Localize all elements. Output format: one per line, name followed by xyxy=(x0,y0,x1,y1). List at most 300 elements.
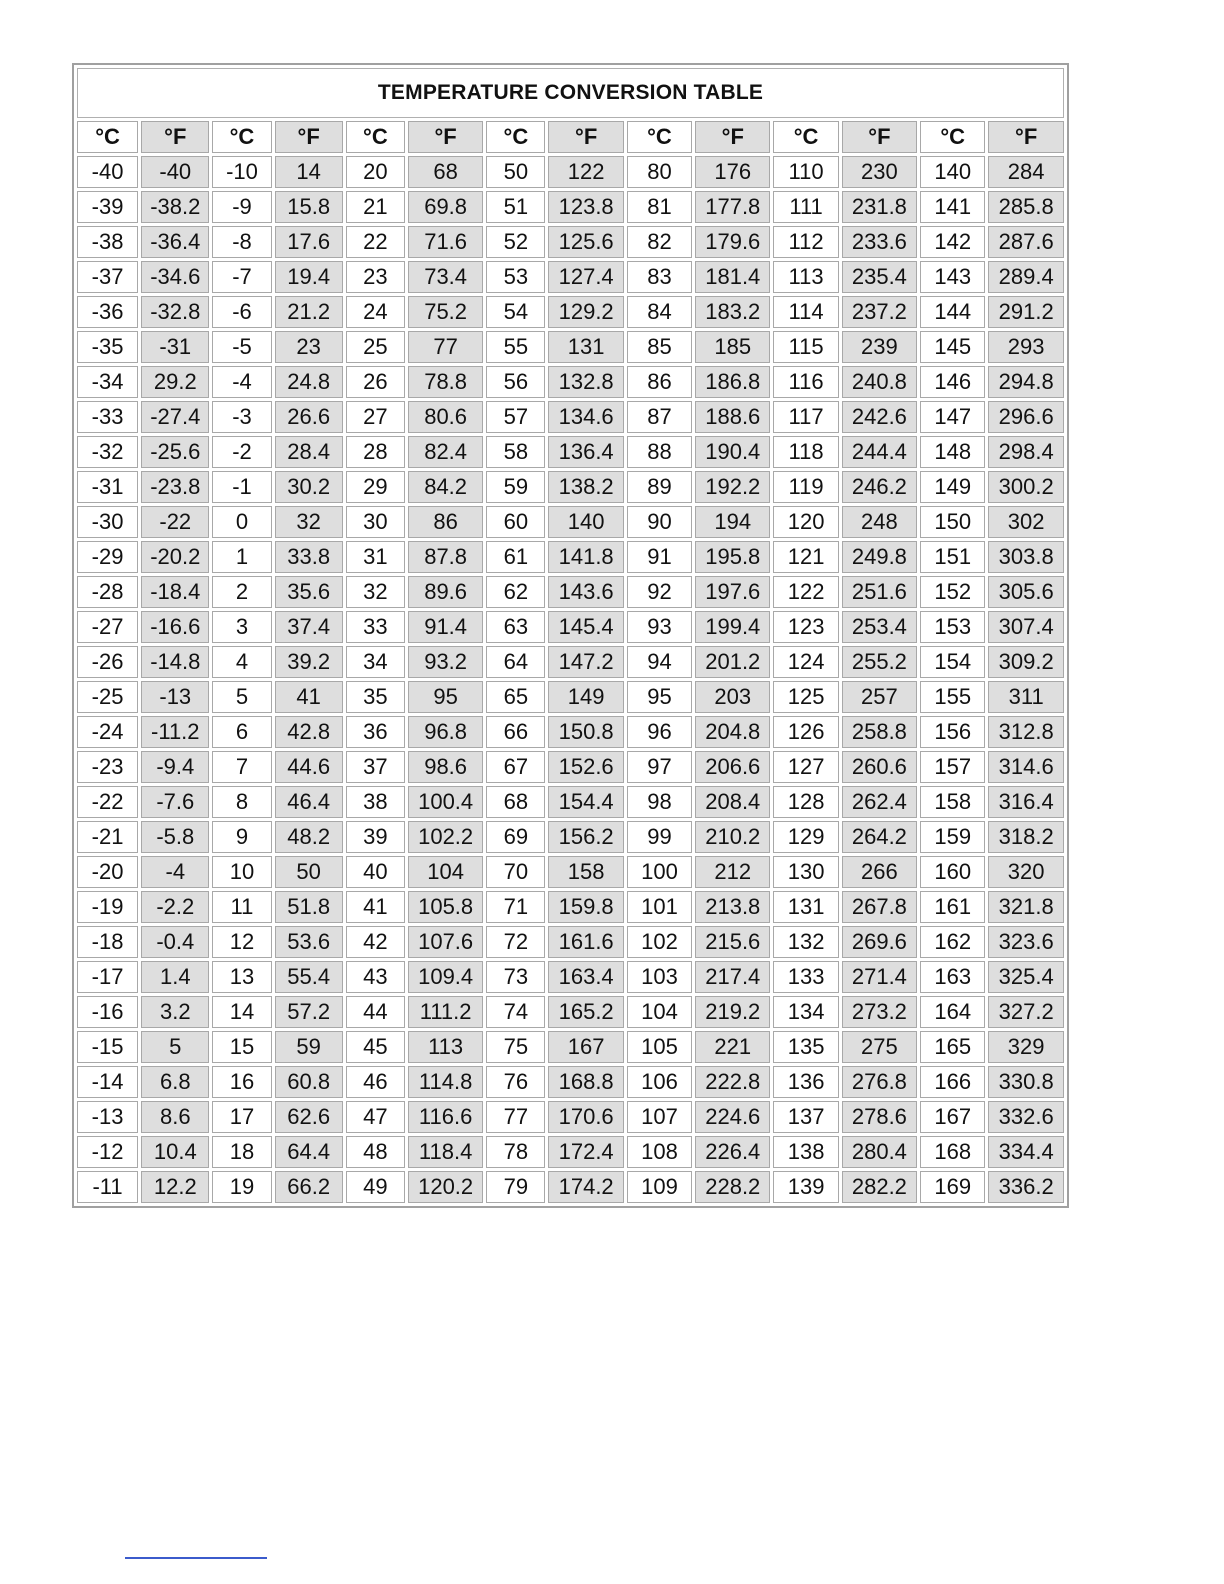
fahrenheit-cell: 8.6 xyxy=(141,1101,209,1133)
fahrenheit-cell: 118.4 xyxy=(408,1136,483,1168)
fahrenheit-cell: 294.8 xyxy=(988,366,1064,398)
fahrenheit-cell: 329 xyxy=(988,1031,1064,1063)
celsius-cell: 104 xyxy=(627,996,692,1028)
fahrenheit-cell: 37.4 xyxy=(275,611,343,643)
fahrenheit-cell: 278.6 xyxy=(842,1101,917,1133)
celsius-cell: -6 xyxy=(212,296,271,328)
table-row xyxy=(77,436,1064,468)
celsius-cell: -29 xyxy=(77,541,138,573)
celsius-cell: -34 xyxy=(77,366,138,398)
fahrenheit-cell: 109.4 xyxy=(408,961,483,993)
fahrenheit-cell: 15.8 xyxy=(275,191,343,223)
celsius-column-header: °C xyxy=(627,121,692,153)
celsius-column-header: °C xyxy=(920,121,985,153)
fahrenheit-cell: 183.2 xyxy=(695,296,770,328)
fahrenheit-cell: 1.4 xyxy=(141,961,209,993)
celsius-cell: -33 xyxy=(77,401,138,433)
fahrenheit-cell: 159.8 xyxy=(548,891,623,923)
celsius-cell: 43 xyxy=(346,961,405,993)
celsius-cell: 134 xyxy=(773,996,838,1028)
celsius-cell: 150 xyxy=(920,506,985,538)
celsius-cell: 161 xyxy=(920,891,985,923)
fahrenheit-cell: 282.2 xyxy=(842,1171,917,1203)
fahrenheit-column-header: °F xyxy=(842,121,917,153)
fahrenheit-cell: 95 xyxy=(408,681,483,713)
column-header-row xyxy=(77,121,1064,153)
fahrenheit-cell: 123.8 xyxy=(548,191,623,223)
table-title: TEMPERATURE CONVERSION TABLE xyxy=(77,68,1064,118)
fahrenheit-cell: 291.2 xyxy=(988,296,1064,328)
fahrenheit-cell: -4 xyxy=(141,856,209,888)
fahrenheit-cell: 293 xyxy=(988,331,1064,363)
fahrenheit-cell: 276.8 xyxy=(842,1066,917,1098)
fahrenheit-cell: 262.4 xyxy=(842,786,917,818)
celsius-cell: -23 xyxy=(77,751,138,783)
celsius-column-header: °C xyxy=(486,121,545,153)
fahrenheit-cell: 197.6 xyxy=(695,576,770,608)
celsius-cell: 120 xyxy=(773,506,838,538)
fahrenheit-cell: 188.6 xyxy=(695,401,770,433)
fahrenheit-cell: 158 xyxy=(548,856,623,888)
fahrenheit-column-header: °F xyxy=(275,121,343,153)
fahrenheit-cell: 212 xyxy=(695,856,770,888)
celsius-cell: 54 xyxy=(486,296,545,328)
fahrenheit-cell: 84.2 xyxy=(408,471,483,503)
celsius-cell: 138 xyxy=(773,1136,838,1168)
celsius-cell: 119 xyxy=(773,471,838,503)
celsius-cell: -17 xyxy=(77,961,138,993)
fahrenheit-cell: 172.4 xyxy=(548,1136,623,1168)
fahrenheit-cell: 264.2 xyxy=(842,821,917,853)
celsius-cell: 62 xyxy=(486,576,545,608)
celsius-cell: 112 xyxy=(773,226,838,258)
celsius-cell: 39 xyxy=(346,821,405,853)
fahrenheit-cell: 300.2 xyxy=(988,471,1064,503)
celsius-cell: 127 xyxy=(773,751,838,783)
fahrenheit-cell: 55.4 xyxy=(275,961,343,993)
fahrenheit-cell: 165.2 xyxy=(548,996,623,1028)
fahrenheit-cell: 287.6 xyxy=(988,226,1064,258)
celsius-cell: 21 xyxy=(346,191,405,223)
fahrenheit-cell: 26.6 xyxy=(275,401,343,433)
celsius-cell: 169 xyxy=(920,1171,985,1203)
fahrenheit-cell: 28.4 xyxy=(275,436,343,468)
fahrenheit-cell: -23.8 xyxy=(141,471,209,503)
celsius-cell: -28 xyxy=(77,576,138,608)
fahrenheit-cell: 82.4 xyxy=(408,436,483,468)
fahrenheit-cell: 78.8 xyxy=(408,366,483,398)
table-row xyxy=(77,1136,1064,1168)
fahrenheit-cell: 29.2 xyxy=(141,366,209,398)
fahrenheit-cell: 66.2 xyxy=(275,1171,343,1203)
celsius-cell: 32 xyxy=(346,576,405,608)
celsius-cell: 35 xyxy=(346,681,405,713)
fahrenheit-cell: 271.4 xyxy=(842,961,917,993)
celsius-cell: 80 xyxy=(627,156,692,188)
fahrenheit-cell: 266 xyxy=(842,856,917,888)
fahrenheit-cell: 163.4 xyxy=(548,961,623,993)
celsius-cell: 76 xyxy=(486,1066,545,1098)
celsius-cell: -7 xyxy=(212,261,271,293)
fahrenheit-cell: 334.4 xyxy=(988,1136,1064,1168)
celsius-cell: 90 xyxy=(627,506,692,538)
celsius-cell: 164 xyxy=(920,996,985,1028)
celsius-cell: 166 xyxy=(920,1066,985,1098)
fahrenheit-cell: 98.6 xyxy=(408,751,483,783)
celsius-cell: 40 xyxy=(346,856,405,888)
fahrenheit-cell: 168.8 xyxy=(548,1066,623,1098)
celsius-cell: -38 xyxy=(77,226,138,258)
celsius-cell: 125 xyxy=(773,681,838,713)
celsius-cell: -40 xyxy=(77,156,138,188)
celsius-column-header: °C xyxy=(212,121,271,153)
table-row xyxy=(77,156,1064,188)
fahrenheit-cell: 307.4 xyxy=(988,611,1064,643)
fahrenheit-column-header: °F xyxy=(695,121,770,153)
fahrenheit-cell: 230 xyxy=(842,156,917,188)
fahrenheit-cell: 134.6 xyxy=(548,401,623,433)
fahrenheit-cell: 149 xyxy=(548,681,623,713)
fahrenheit-cell: 190.4 xyxy=(695,436,770,468)
celsius-cell: 133 xyxy=(773,961,838,993)
celsius-cell: 64 xyxy=(486,646,545,678)
fahrenheit-cell: -9.4 xyxy=(141,751,209,783)
celsius-cell: 158 xyxy=(920,786,985,818)
celsius-cell: 145 xyxy=(920,331,985,363)
title-row xyxy=(77,68,1064,118)
fahrenheit-cell: 77 xyxy=(408,331,483,363)
table-row xyxy=(77,506,1064,538)
celsius-cell: 1 xyxy=(212,541,271,573)
celsius-cell: 50 xyxy=(486,156,545,188)
celsius-cell: 87 xyxy=(627,401,692,433)
fahrenheit-cell: 298.4 xyxy=(988,436,1064,468)
fahrenheit-cell: 71.6 xyxy=(408,226,483,258)
fahrenheit-cell: 35.6 xyxy=(275,576,343,608)
fahrenheit-cell: 258.8 xyxy=(842,716,917,748)
celsius-cell: 96 xyxy=(627,716,692,748)
fahrenheit-cell: 125.6 xyxy=(548,226,623,258)
fahrenheit-cell: -16.6 xyxy=(141,611,209,643)
celsius-cell: 109 xyxy=(627,1171,692,1203)
fahrenheit-cell: 129.2 xyxy=(548,296,623,328)
celsius-cell: 30 xyxy=(346,506,405,538)
fahrenheit-cell: 111.2 xyxy=(408,996,483,1028)
fahrenheit-cell: 316.4 xyxy=(988,786,1064,818)
fahrenheit-cell: 323.6 xyxy=(988,926,1064,958)
table-row xyxy=(77,296,1064,328)
table-row xyxy=(77,611,1064,643)
fahrenheit-cell: -2.2 xyxy=(141,891,209,923)
celsius-cell: -16 xyxy=(77,996,138,1028)
celsius-cell: 105 xyxy=(627,1031,692,1063)
fahrenheit-cell: 336.2 xyxy=(988,1171,1064,1203)
fahrenheit-cell: 69.8 xyxy=(408,191,483,223)
celsius-cell: 149 xyxy=(920,471,985,503)
fahrenheit-cell: -40 xyxy=(141,156,209,188)
fahrenheit-cell: 161.6 xyxy=(548,926,623,958)
fahrenheit-cell: 140 xyxy=(548,506,623,538)
fahrenheit-cell: 219.2 xyxy=(695,996,770,1028)
fahrenheit-cell: 302 xyxy=(988,506,1064,538)
celsius-cell: -18 xyxy=(77,926,138,958)
fahrenheit-cell: 5 xyxy=(141,1031,209,1063)
fahrenheit-cell: -13 xyxy=(141,681,209,713)
fahrenheit-cell: 24.8 xyxy=(275,366,343,398)
celsius-cell: 117 xyxy=(773,401,838,433)
table-row xyxy=(77,821,1064,853)
celsius-cell: 122 xyxy=(773,576,838,608)
celsius-cell: -36 xyxy=(77,296,138,328)
celsius-cell: 97 xyxy=(627,751,692,783)
celsius-column-header: °C xyxy=(77,121,138,153)
celsius-cell: 24 xyxy=(346,296,405,328)
fahrenheit-cell: 44.6 xyxy=(275,751,343,783)
fahrenheit-cell: 311 xyxy=(988,681,1064,713)
celsius-cell: -30 xyxy=(77,506,138,538)
celsius-cell: 162 xyxy=(920,926,985,958)
celsius-cell: 51 xyxy=(486,191,545,223)
fahrenheit-cell: 240.8 xyxy=(842,366,917,398)
celsius-cell: -5 xyxy=(212,331,271,363)
celsius-cell: 147 xyxy=(920,401,985,433)
fahrenheit-cell: 147.2 xyxy=(548,646,623,678)
celsius-cell: 33 xyxy=(346,611,405,643)
celsius-cell: 107 xyxy=(627,1101,692,1133)
fahrenheit-cell: 251.6 xyxy=(842,576,917,608)
fahrenheit-cell: 87.8 xyxy=(408,541,483,573)
celsius-cell: 151 xyxy=(920,541,985,573)
celsius-cell: 141 xyxy=(920,191,985,223)
celsius-cell: 101 xyxy=(627,891,692,923)
celsius-cell: 17 xyxy=(212,1101,271,1133)
fahrenheit-cell: 233.6 xyxy=(842,226,917,258)
fahrenheit-cell: 3.2 xyxy=(141,996,209,1028)
celsius-cell: 56 xyxy=(486,366,545,398)
fahrenheit-cell: 152.6 xyxy=(548,751,623,783)
celsius-cell: 163 xyxy=(920,961,985,993)
celsius-cell: -20 xyxy=(77,856,138,888)
fahrenheit-cell: 102.2 xyxy=(408,821,483,853)
celsius-cell: 88 xyxy=(627,436,692,468)
celsius-cell: 92 xyxy=(627,576,692,608)
fahrenheit-cell: 57.2 xyxy=(275,996,343,1028)
celsius-cell: 18 xyxy=(212,1136,271,1168)
fahrenheit-cell: 260.6 xyxy=(842,751,917,783)
fahrenheit-cell: 267.8 xyxy=(842,891,917,923)
fahrenheit-cell: 244.4 xyxy=(842,436,917,468)
celsius-cell: 154 xyxy=(920,646,985,678)
celsius-cell: 55 xyxy=(486,331,545,363)
fahrenheit-cell: 116.6 xyxy=(408,1101,483,1133)
fahrenheit-cell: 204.8 xyxy=(695,716,770,748)
fahrenheit-cell: 224.6 xyxy=(695,1101,770,1133)
celsius-cell: 85 xyxy=(627,331,692,363)
celsius-cell: 73 xyxy=(486,961,545,993)
table-row xyxy=(77,1066,1064,1098)
celsius-cell: 115 xyxy=(773,331,838,363)
celsius-cell: 132 xyxy=(773,926,838,958)
fahrenheit-cell: 122 xyxy=(548,156,623,188)
celsius-cell: 86 xyxy=(627,366,692,398)
fahrenheit-cell: -0.4 xyxy=(141,926,209,958)
celsius-cell: -3 xyxy=(212,401,271,433)
celsius-cell: 19 xyxy=(212,1171,271,1203)
celsius-cell: 106 xyxy=(627,1066,692,1098)
fahrenheit-cell: 210.2 xyxy=(695,821,770,853)
celsius-cell: 82 xyxy=(627,226,692,258)
fahrenheit-cell: 107.6 xyxy=(408,926,483,958)
celsius-cell: 7 xyxy=(212,751,271,783)
fahrenheit-cell: -27.4 xyxy=(141,401,209,433)
fahrenheit-cell: -7.6 xyxy=(141,786,209,818)
fahrenheit-cell: 167 xyxy=(548,1031,623,1063)
celsius-cell: 58 xyxy=(486,436,545,468)
fahrenheit-cell: 253.4 xyxy=(842,611,917,643)
celsius-cell: 95 xyxy=(627,681,692,713)
celsius-cell: 75 xyxy=(486,1031,545,1063)
fahrenheit-cell: 32 xyxy=(275,506,343,538)
celsius-cell: -9 xyxy=(212,191,271,223)
celsius-cell: 118 xyxy=(773,436,838,468)
celsius-cell: -24 xyxy=(77,716,138,748)
fahrenheit-cell: 21.2 xyxy=(275,296,343,328)
fahrenheit-cell: 255.2 xyxy=(842,646,917,678)
celsius-cell: 44 xyxy=(346,996,405,1028)
fahrenheit-cell: 332.6 xyxy=(988,1101,1064,1133)
celsius-cell: 155 xyxy=(920,681,985,713)
celsius-cell: 12 xyxy=(212,926,271,958)
celsius-cell: 9 xyxy=(212,821,271,853)
celsius-cell: 4 xyxy=(212,646,271,678)
fahrenheit-cell: 208.4 xyxy=(695,786,770,818)
celsius-cell: 31 xyxy=(346,541,405,573)
fahrenheit-cell: 136.4 xyxy=(548,436,623,468)
table-row xyxy=(77,926,1064,958)
celsius-cell: 99 xyxy=(627,821,692,853)
celsius-cell: 143 xyxy=(920,261,985,293)
fahrenheit-column-header: °F xyxy=(988,121,1064,153)
fahrenheit-cell: 51.8 xyxy=(275,891,343,923)
celsius-cell: 70 xyxy=(486,856,545,888)
fahrenheit-cell: 105.8 xyxy=(408,891,483,923)
celsius-cell: 28 xyxy=(346,436,405,468)
footer-divider-line xyxy=(125,1557,267,1559)
fahrenheit-cell: 12.2 xyxy=(141,1171,209,1203)
celsius-cell: 89 xyxy=(627,471,692,503)
celsius-cell: 60 xyxy=(486,506,545,538)
fahrenheit-cell: 303.8 xyxy=(988,541,1064,573)
fahrenheit-cell: 215.6 xyxy=(695,926,770,958)
fahrenheit-cell: 192.2 xyxy=(695,471,770,503)
celsius-cell: 10 xyxy=(212,856,271,888)
celsius-cell: 0 xyxy=(212,506,271,538)
fahrenheit-cell: 138.2 xyxy=(548,471,623,503)
fahrenheit-cell: 73.4 xyxy=(408,261,483,293)
celsius-cell: 79 xyxy=(486,1171,545,1203)
celsius-cell: -37 xyxy=(77,261,138,293)
celsius-cell: -39 xyxy=(77,191,138,223)
fahrenheit-cell: 330.8 xyxy=(988,1066,1064,1098)
celsius-cell: 98 xyxy=(627,786,692,818)
celsius-cell: 139 xyxy=(773,1171,838,1203)
celsius-cell: 29 xyxy=(346,471,405,503)
celsius-cell: 167 xyxy=(920,1101,985,1133)
table-row xyxy=(77,1171,1064,1203)
fahrenheit-cell: 14 xyxy=(275,156,343,188)
celsius-cell: 113 xyxy=(773,261,838,293)
fahrenheit-cell: 194 xyxy=(695,506,770,538)
fahrenheit-cell: 30.2 xyxy=(275,471,343,503)
celsius-cell: 83 xyxy=(627,261,692,293)
celsius-cell: -35 xyxy=(77,331,138,363)
celsius-cell: 100 xyxy=(627,856,692,888)
fahrenheit-cell: 93.2 xyxy=(408,646,483,678)
fahrenheit-cell: 176 xyxy=(695,156,770,188)
table-row xyxy=(77,541,1064,573)
fahrenheit-cell: 177.8 xyxy=(695,191,770,223)
table-row xyxy=(77,226,1064,258)
fahrenheit-cell: 249.8 xyxy=(842,541,917,573)
fahrenheit-cell: 120.2 xyxy=(408,1171,483,1203)
table-row xyxy=(77,366,1064,398)
celsius-cell: 144 xyxy=(920,296,985,328)
celsius-cell: 142 xyxy=(920,226,985,258)
fahrenheit-cell: 203 xyxy=(695,681,770,713)
fahrenheit-cell: 228.2 xyxy=(695,1171,770,1203)
celsius-cell: 160 xyxy=(920,856,985,888)
table-row xyxy=(77,646,1064,678)
table-row xyxy=(77,716,1064,748)
table-row xyxy=(77,471,1064,503)
celsius-cell: 45 xyxy=(346,1031,405,1063)
celsius-cell: 91 xyxy=(627,541,692,573)
celsius-cell: 6 xyxy=(212,716,271,748)
celsius-cell: 165 xyxy=(920,1031,985,1063)
fahrenheit-cell: 113 xyxy=(408,1031,483,1063)
celsius-cell: 124 xyxy=(773,646,838,678)
celsius-cell: -13 xyxy=(77,1101,138,1133)
table-row xyxy=(77,961,1064,993)
celsius-cell: 37 xyxy=(346,751,405,783)
celsius-cell: 61 xyxy=(486,541,545,573)
fahrenheit-cell: 239 xyxy=(842,331,917,363)
celsius-cell: 116 xyxy=(773,366,838,398)
celsius-cell: 13 xyxy=(212,961,271,993)
fahrenheit-cell: 285.8 xyxy=(988,191,1064,223)
celsius-cell: 129 xyxy=(773,821,838,853)
celsius-cell: 157 xyxy=(920,751,985,783)
fahrenheit-cell: 221 xyxy=(695,1031,770,1063)
fahrenheit-cell: 284 xyxy=(988,156,1064,188)
fahrenheit-cell: 68 xyxy=(408,156,483,188)
celsius-cell: 102 xyxy=(627,926,692,958)
fahrenheit-cell: 275 xyxy=(842,1031,917,1063)
celsius-cell: 152 xyxy=(920,576,985,608)
fahrenheit-cell: 179.6 xyxy=(695,226,770,258)
table-row xyxy=(77,401,1064,433)
celsius-cell: -4 xyxy=(212,366,271,398)
table-body xyxy=(77,156,1064,1203)
celsius-cell: 114 xyxy=(773,296,838,328)
fahrenheit-cell: 131 xyxy=(548,331,623,363)
celsius-cell: 159 xyxy=(920,821,985,853)
celsius-cell: 11 xyxy=(212,891,271,923)
celsius-cell: 108 xyxy=(627,1136,692,1168)
celsius-cell: 2 xyxy=(212,576,271,608)
celsius-cell: 59 xyxy=(486,471,545,503)
fahrenheit-cell: 17.6 xyxy=(275,226,343,258)
